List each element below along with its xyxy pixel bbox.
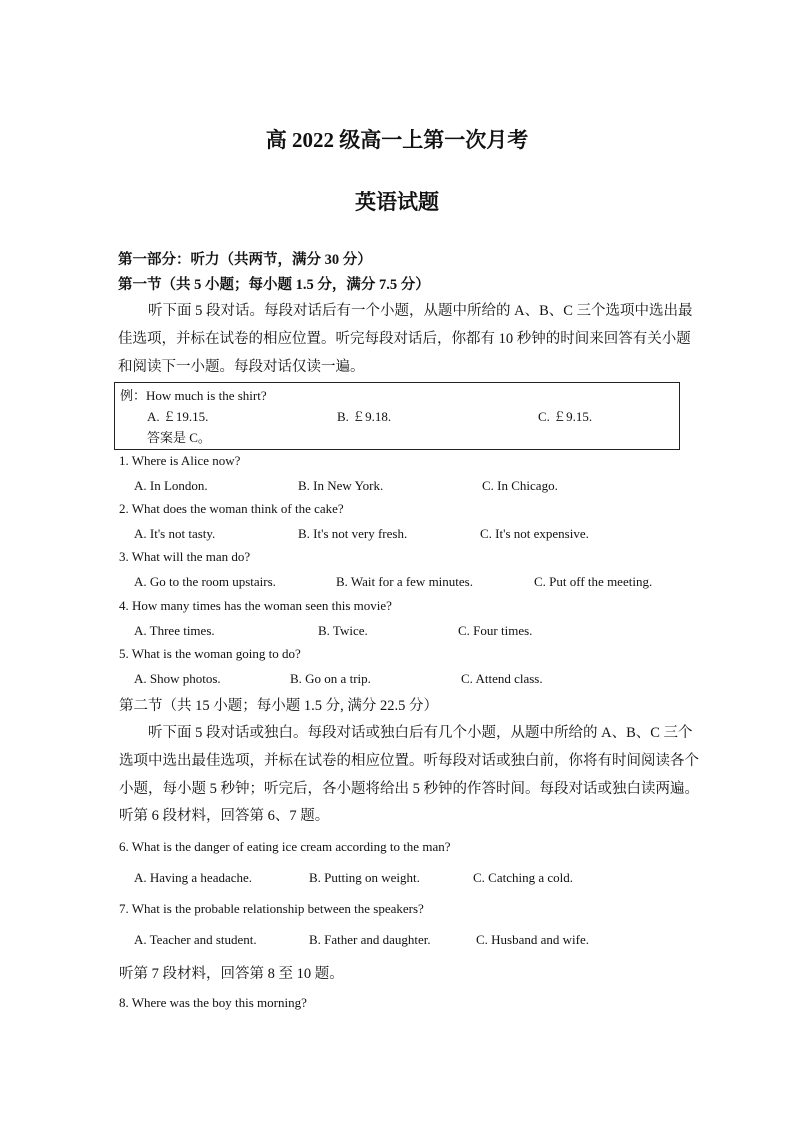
question-text: 2. What does the woman think of the cake? [119, 501, 344, 516]
option-c: C. It's not expensive. [480, 526, 589, 541]
example-answer: 答案是 C。 [147, 430, 211, 445]
part1-heading: 第一部分：听力（共两节，满分 30 分） [118, 252, 372, 268]
option-c: C. Put off the meeting. [534, 574, 653, 589]
question-text: 3. What will the man do? [119, 549, 251, 564]
option-c: C. Four times. [458, 623, 533, 638]
section2-heading: 第二节（共 15 小题；每小题 1.5 分, 满分 22.5 分） [119, 698, 438, 714]
option-b: B. In New York. [298, 478, 384, 493]
option-a: A. Go to the room upstairs. [134, 574, 276, 589]
section1-heading: 第一节（共 5 小题；每小题 1.5 分，满分 7.5 分） [118, 277, 430, 293]
option-c: C. Attend class. [461, 671, 543, 686]
option-a: A. Having a headache. [134, 870, 253, 885]
question-text: 1. Where is Alice now? [119, 453, 241, 468]
section2-instruction-line: 小题，每小题 5 秒钟；听完后，各小题将给出 5 秒钟的作答时间。每段对话或独白读两遍。 [119, 781, 699, 797]
question-text: 8. Where was the boy this morning? [119, 995, 307, 1010]
option-b: B. Go on a trip. [290, 671, 371, 686]
option-b: B. Father and daughter. [309, 932, 431, 947]
example-option-a: A. ￡19.15. [147, 409, 209, 424]
option-a: A. Teacher and student. [134, 932, 257, 947]
option-a: A. In London. [134, 478, 208, 493]
exam-subtitle: 英语试题 [355, 190, 439, 214]
option-a: A. Show photos. [134, 671, 221, 686]
example-option-c: C. ￡9.15. [538, 409, 593, 424]
option-c: C. Catching a cold. [473, 870, 574, 885]
material-7-note: 听第 7 段材料，回答第 8 至 10 题。 [119, 966, 344, 982]
question-text: 7. What is the probable relationship between the speakers? [119, 901, 424, 916]
option-a: A. It's not tasty. [134, 526, 216, 541]
exam-title: 高 2022 级高一上第一次月考 [265, 128, 529, 152]
question-text: 6. What is the danger of eating ice cream according to the man? [119, 839, 451, 854]
option-b: B. Putting on weight. [309, 870, 420, 885]
material-6-note: 听第 6 段材料，回答第 6、7 题。 [119, 808, 330, 824]
option-b: B. Wait for a few minutes. [336, 574, 473, 589]
section2-instruction-line: 选项中选出最佳选项，并标在试卷的相应位置。听每段对话或独白前，你将有时间阅读各个 [119, 753, 699, 769]
option-c: C. Husband and wife. [476, 932, 590, 947]
option-b: B. It's not very fresh. [298, 526, 408, 541]
question-text: 5. What is the woman going to do? [119, 646, 301, 661]
question-text: 4. How many times has the woman seen this movie? [119, 598, 392, 613]
option-c: C. In Chicago. [482, 478, 558, 493]
example-option-b: B. ￡9.18. [337, 409, 392, 424]
option-a: A. Three times. [134, 623, 215, 638]
section1-instruction-line: 佳选项，并标在试卷的相应位置。听完每段对话后，你都有 10 秒钟的时间来回答有关小题 [118, 331, 691, 347]
section2-instruction-line: 听下面 5 段对话或独白。每段对话或独白后有几个小题，从题中所给的 A、B、C 三个 [148, 725, 693, 741]
option-b: B. Twice. [318, 623, 368, 638]
example-question: 例：How much is the shirt? [120, 388, 267, 403]
section1-instruction-line: 和阅读下一小题。每段对话仅读一遍。 [118, 359, 365, 375]
section1-instruction-line: 听下面 5 段对话。每段对话后有一个小题，从题中所给的 A、B、C 三个选项中选出最 [148, 303, 693, 319]
